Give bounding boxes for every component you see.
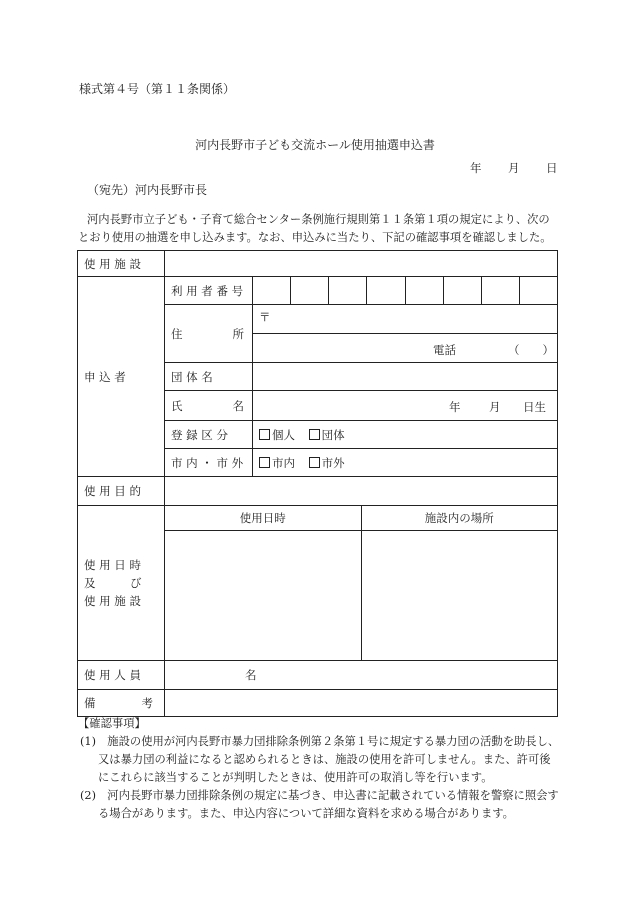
date-year-label: 年 [470,161,482,175]
purpose-field[interactable] [165,477,558,506]
checkbox-group[interactable]: 団体 [309,428,345,442]
user-number-digit[interactable] [328,277,366,304]
group-name-field[interactable] [253,363,558,391]
usage-datetime-header: 使用日時 [165,506,361,531]
address-label: 住 所 [165,305,253,363]
application-form-table [77,250,558,717]
purpose-row [78,477,558,506]
user-number-digit[interactable] [405,277,443,304]
registration-options [253,421,558,449]
note-item: (1) 施設の使用が河内長野市暴力団排除条例第２条第１号に規定する暴力団の活動を助長し、又は暴力団の利益になると認められるときは、施設の使用を許可しません。また、許可後にこれらに該当することが判明したときは、使用許可の取消し等を行います。 [80,735,560,784]
user-number-boxes[interactable] [253,277,558,305]
addressee: （宛先）河内長野市長 [87,183,208,197]
datetime-row [78,506,558,661]
form-number: 様式第４号（第１１条関係） [79,82,236,96]
purpose-label: 使 用 目 的 [78,477,165,506]
location-column[interactable] [361,506,558,660]
group-name-label: 団 体 名 [165,363,253,391]
attendees-unit: 名 [245,668,257,682]
user-number-digit[interactable] [290,277,328,304]
datetime-facility-label: 使 用 日 時 及 び 使 用 施 設 [78,506,165,661]
facility-row [78,251,558,277]
intro-paragraph: 河内長野市立子ども・子育て総合センター条例施行規則第１１条第１項の規定により、次のとおり使用の抽選を申し込みます。なお、申込みに当たり、下記の確認事項を確認しました。 [78,213,552,244]
date-day-label: 日 [546,161,558,175]
location-header: 施設内の場所 [362,506,558,531]
attendees-label: 使 用 人 員 [78,661,165,690]
facility-label: 使 用 施 設 [78,251,165,277]
checkbox-individual[interactable]: 個人 [259,428,295,442]
attendees-row [78,661,558,690]
datetime-facility-grid [165,506,558,661]
registration-label: 登 録 区 分 [165,421,253,449]
remarks-label: 備 考 [78,690,165,717]
date-month-label: 月 [508,161,520,175]
remarks-field[interactable] [165,690,558,717]
checkbox-outside-city[interactable]: 市外 [309,456,345,470]
confirmation-notes [78,715,560,823]
address-field[interactable] [253,305,558,334]
birth-month-label: 月 [489,400,501,414]
attendees-field[interactable] [165,661,558,690]
checkbox-inside-city[interactable]: 市内 [259,456,295,470]
phone-field[interactable] [253,334,558,363]
remarks-row [78,690,558,717]
user-number-digit[interactable] [253,277,290,304]
birth-day-label: 日生 [523,400,546,414]
user-number-digit[interactable] [366,277,404,304]
usage-datetime-column[interactable] [165,506,361,660]
name-label: 氏 名 [165,391,253,421]
note-item: (2) 河内長野市暴力団排除条例の規定に基づき、申込書に記載されている情報を警察に照会する場合があります。また、申込内容について詳細な資料を求める場合があります。 [80,789,559,820]
user-number-label: 利 用 者 番 号 [165,277,253,305]
name-field[interactable] [253,391,558,421]
notes-heading: 【確認事項】 [78,717,146,730]
user-number-digit[interactable] [519,277,557,304]
residence-options [253,449,558,477]
user-number-digit[interactable] [481,277,519,304]
postal-mark: 〒 [259,310,271,324]
applicant-label: 申 込 者 [78,277,165,477]
birth-year-label: 年 [449,400,461,414]
user-number-digit[interactable] [443,277,481,304]
phone-label: 電話 [433,343,456,357]
facility-field[interactable] [165,251,558,277]
user-number-row [78,277,558,305]
page-title: 河内長野市子ども交流ホール使用抽選申込書 [195,138,435,152]
phone-parens: （ ） [508,343,554,357]
residence-label: 市 内 ・ 市 外 [165,449,253,477]
